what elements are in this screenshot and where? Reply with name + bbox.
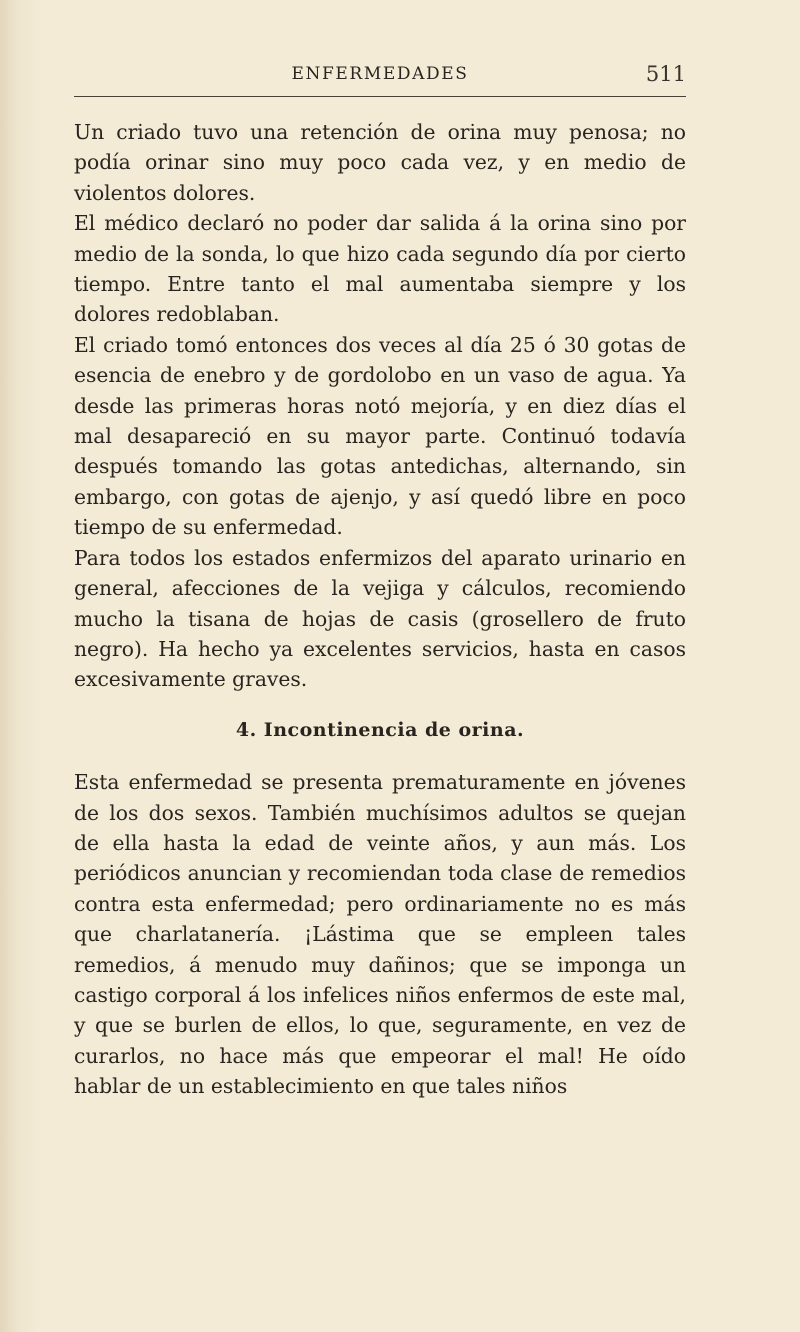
paragraph: Esta enfermedad se presenta prematuramente en jóvenes de los dos sexos. También muchísimos adultos se quejan de ella hasta la edad de veinte años, y aun más. Los periódicos anuncian y recomiendan toda clase de remedios contra esta enfermedad; pero ordinariamente no es más que charlatanería. ¡Lástima que se empleen tales remedios, á menudo muy dañinos; que se imponga un castigo corporal á los infelices niños enfermos de este mal, y que se burlen de ellos, lo que, seguramente, en vez de curarlos, no hace más que empeorar el mal! He oído hablar de un establecimiento en que tales niños xyxy=(74,770,686,1099)
page-header xyxy=(74,62,686,97)
section-heading: 4. Incontinencia de orina. xyxy=(235,718,525,741)
paragraph: Para todos los estados enfermizos del aparato urinario en general, afecciones de la vejiga y cálculos, recomiendo mucho la tisana de hojas de casis (grosellero de fruto negro). Ha hecho ya excelentes servicios, hasta en casos excesivamente graves. xyxy=(74,545,686,692)
running-head: ENFERMEDADES xyxy=(291,64,469,84)
paragraph: El médico declaró no poder dar salida á la orina sino por medio de la sonda, lo que hizo cada segundo día por cierto tiempo. Entre tanto el mal aumentaba siempre y los dolores redoblaban. xyxy=(74,211,686,327)
paragraph: El criado tomó entonces dos veces al día 25 ó 30 gotas de esencia de enebro y de gordolobo en un vaso de agua. Ya desde las primeras horas notó mejoría, y en diez días el mal desapareció en su mayor parte. Continuó todavía después tomando las gotas antedichas, alternando, sin embargo, con gotas de ajenjo, y así quedó libre en poco tiempo de su enfermedad. xyxy=(74,332,686,540)
paragraph: Un criado tuvo una retención de orina muy penosa; no podía orinar sino muy poco cada vez, y en medio de violentos dolores. xyxy=(74,120,686,205)
body-text xyxy=(74,117,686,1102)
page-number: 511 xyxy=(645,62,686,86)
